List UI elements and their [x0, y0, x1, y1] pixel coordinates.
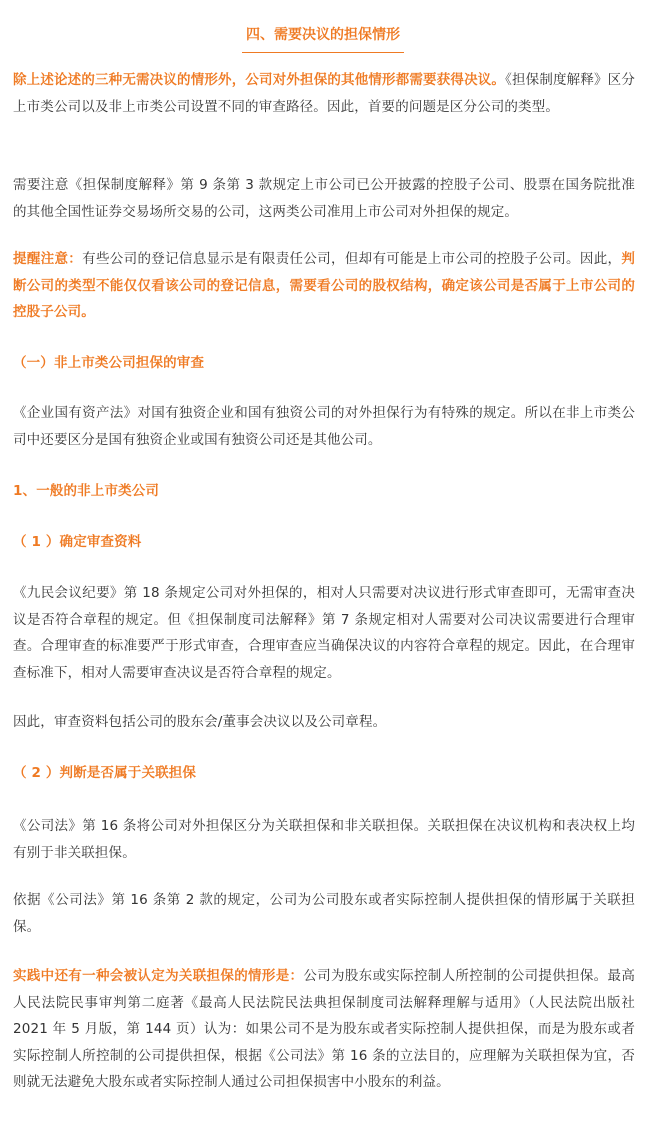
paragraph-article-16-2: 依据《公司法》第 16 条第 2 款的规定，公司为公司股东或者实际控制人提供担保的情形属于关联担保。	[13, 892, 635, 935]
paragraph-review-materials: 因此，审查资料包括公司的股东会/董事会决议以及公司章程。	[13, 714, 387, 730]
paragraph-company-law-16: 《公司法》第 16 条将公司对外担保区分为关联担保和非关联担保。关联担保在决议机构和表决权上均有别于非关联担保。	[13, 818, 635, 861]
practice-highlight: 实践中还有一种会被认定为关联担保的情形是：	[13, 968, 304, 984]
paragraph-reasonable-review: 《九民会议纪要》第 18 条规定公司对外担保的，相对人只需要对决议进行形式审查即可，无需审查决议是否符合章程的规定。但《担保制度司法解释》第 7 条规定相对人需要对公司决议需要进行合理审查。合理审查的标准要严于形式审查，合理审查应当确保决议的内容符合章程的规定。因此，在合理审查标准下，相对人需要审查决议是否符合章程的规定。	[13, 585, 635, 681]
heading-non-listed-review: （一）非上市类公司担保的审查	[13, 355, 205, 371]
paragraph-intro	[13, 67, 635, 120]
reminder-highlight: 判断公司的类型不能仅仅看该公司的登记信息，需要看公司的股权结构，确定该公司是否属于上市公司的控股子公司。	[13, 251, 636, 320]
paragraph-practice	[13, 963, 635, 1096]
paragraph-reminder	[13, 246, 635, 326]
reminder-label: 提醒注意：	[13, 251, 83, 267]
section-title-wrap	[0, 24, 646, 53]
intro-highlight: 除上述论述的三种无需决议的情形外，公司对外担保的其他情形都需要获得决议。	[13, 72, 506, 88]
heading-related-guarantee: （ 2 ）判断是否属于关联担保	[13, 765, 197, 781]
reminder-text: 有些公司的登记信息显示是有限责任公司，但却有可能是上市公司的控股子公司。因此，	[82, 251, 622, 267]
intro-rest: 《担保制度解释》区分上市类公司以及非上市类公司设置不同的审查路径。因此，首要的问题是区分公司的类型。	[13, 72, 635, 115]
paragraph-state-owned: 《企业国有资产法》对国有独资企业和国有独资公司的对外担保行为有特殊的规定。所以在非上市类公司中还要区分是国有独资企业或国有独资公司还是其他公司。	[13, 405, 635, 448]
heading-review-materials: （ 1 ）确定审查资料	[13, 534, 142, 550]
paragraph-note: 需要注意《担保制度解释》第 9 条第 3 款规定上市公司已公开披露的控股子公司、股票在国务院批准的其他全国性证券交易场所交易的公司，这两类公司准用上市公司对外担保的规定。	[13, 177, 635, 220]
practice-text: 公司为股东或实际控制人所控制的公司提供担保。最高人民法院民事审判第二庭著《最高人民法院民法典担保制度司法解释理解与适用》（人民法院出版社 2021 年 5 月版，第 144 页）认为：如果公司不是为股东或者实际控制人提供担保，而是为股东或者实际控制人所控制的公司提供担保，根据《公司法》第 16 条的立法目的，应理解为关联担保为宜，否则就无法避免大股东或者实际控制人通过公司担保损害中小股东的利益。	[13, 968, 635, 1090]
section-title: 四、需要决议的担保情形	[242, 25, 404, 53]
heading-general-non-listed: 1、一般的非上市类公司	[13, 483, 160, 499]
